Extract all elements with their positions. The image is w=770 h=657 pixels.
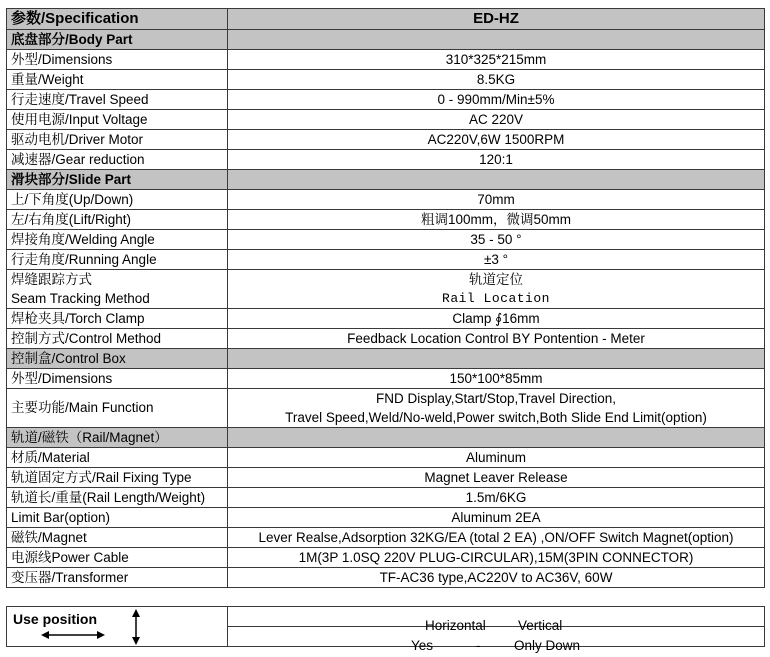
- spec-row: [7, 190, 765, 210]
- spec-row-seam-tracking: [7, 270, 765, 309]
- spec-label: 行走速度/Travel Speed: [7, 90, 228, 110]
- spec-label: 变压器/Transformer: [7, 568, 228, 588]
- spec-value: 310*325*215mm: [228, 50, 765, 70]
- spec-value: 35 - 50 °: [228, 230, 765, 250]
- spec-value: 120:1: [228, 150, 765, 170]
- spec-label: 电源线Power Cable: [7, 548, 228, 568]
- spec-label: 行走角度/Running Angle: [7, 250, 228, 270]
- spec-row: [7, 329, 765, 349]
- spec-value: [228, 270, 765, 309]
- vertical-label: Vertical: [518, 617, 563, 633]
- spec-value: AC 220V: [228, 110, 765, 130]
- spec-row: [7, 369, 765, 389]
- spec-label: 上/下角度(Up/Down): [7, 190, 228, 210]
- spec-label: 轨道固定方式/Rail Fixing Type: [7, 468, 228, 488]
- spec-row: [7, 448, 765, 468]
- section-title-control-box: 控制盒/Control Box: [7, 349, 228, 369]
- spec-value: 1.5m/6KG: [228, 488, 765, 508]
- spec-value: Clamp ∮16mm: [228, 309, 765, 329]
- horizontal-value: Yes: [411, 637, 434, 653]
- spec-label: 轨道长/重量(Rail Length/Weight): [7, 488, 228, 508]
- spec-value: [228, 389, 765, 428]
- spec-row-main-function: [7, 389, 765, 428]
- spec-value: AC220V,6W 1500RPM: [228, 130, 765, 150]
- spec-row: [7, 488, 765, 508]
- spec-value: Magnet Leaver Release: [228, 468, 765, 488]
- spec-header-value: ED-HZ: [228, 9, 765, 30]
- spec-row: [7, 230, 765, 250]
- spec-value-line-1: 轨道定位: [469, 272, 523, 287]
- use-position-cell: [7, 607, 228, 647]
- spec-value: 0 - 990mm/Min±5%: [228, 90, 765, 110]
- spec-header-row: [7, 9, 765, 30]
- section-title-slide: 滑块部分/Slide Part: [7, 170, 228, 190]
- spec-label: 材质/Material: [7, 448, 228, 468]
- spec-row: [7, 210, 765, 230]
- spec-value: Aluminum: [228, 448, 765, 468]
- spec-label: 焊接角度/Welding Angle: [7, 230, 228, 250]
- spec-row: [7, 130, 765, 150]
- orientation-header-cell: [228, 607, 765, 633]
- spec-row: [7, 508, 765, 528]
- spec-label: 减速器/Gear reduction: [7, 150, 228, 170]
- spec-value: TF-AC36 type,AC220V to AC36V, 60W: [228, 568, 765, 588]
- spec-label: Limit Bar(option): [7, 508, 228, 528]
- spec-row: [7, 110, 765, 130]
- spec-value: 150*100*85mm: [228, 369, 765, 389]
- spec-label: 控制方式/Control Method: [7, 329, 228, 349]
- spec-value-line-2: Travel Speed,Weld/No-weld,Power switch,Both Slide End Limit(option): [285, 410, 707, 425]
- section-row-rail-magnet: [7, 428, 765, 448]
- spec-row: [7, 568, 765, 588]
- orientation-value-cell: [228, 627, 765, 653]
- spec-value: 8.5KG: [228, 70, 765, 90]
- spec-value: 1M(3P 1.0SQ 220V PLUG-CIRCULAR),15M(3PIN CONNECTOR): [228, 548, 765, 568]
- use-position-row-1: [7, 607, 765, 627]
- section-row-body: [7, 30, 765, 50]
- spec-value: 粗调100mm，微调50mm: [228, 210, 765, 230]
- spec-value-line-2: Rail Location: [442, 291, 550, 306]
- section-row-slide: [7, 170, 765, 190]
- spec-row: [7, 250, 765, 270]
- section-row-control-box: [7, 349, 765, 369]
- spec-label: 重量/Weight: [7, 70, 228, 90]
- horizontal-double-arrow-icon: [41, 630, 105, 640]
- spec-label: 外型/Dimensions: [7, 50, 228, 70]
- spec-value: ±3 °: [228, 250, 765, 270]
- spec-label: 外型/Dimensions: [7, 369, 228, 389]
- spec-label: [7, 270, 228, 309]
- vertical-value: Only Down: [514, 637, 581, 653]
- section-title-body: 底盘部分/Body Part: [7, 30, 228, 50]
- spec-value-line-1: FND Display,Start/Stop,Travel Direction,: [375, 391, 617, 406]
- spec-label-line-1: 焊缝跟踪方式: [11, 272, 92, 287]
- vertical-double-arrow-icon: [131, 609, 141, 645]
- section-title-rail-magnet: 轨道/磁铁（Rail/Magnet）: [7, 428, 228, 448]
- spec-row: [7, 90, 765, 110]
- use-position-label: Use position: [13, 611, 98, 627]
- spec-label: 驱动电机/Driver Motor: [7, 130, 228, 150]
- spec-value: Feedback Location Control BY Pontention - Meter: [228, 329, 765, 349]
- spec-row: [7, 468, 765, 488]
- spec-label: 左/右角度(Lift/Right): [7, 210, 228, 230]
- spec-row: [7, 309, 765, 329]
- spec-header-label: 参数/Specification: [7, 9, 228, 30]
- spec-row: [7, 70, 765, 90]
- spec-label: 磁铁/Magnet: [7, 528, 228, 548]
- spec-row: [7, 50, 765, 70]
- spec-value: Aluminum 2EA: [228, 508, 765, 528]
- spec-value: Lever Realse,Adsorption 32KG/EA (total 2 EA) ,ON/OFF Switch Magnet(option): [228, 528, 765, 548]
- spec-label-line-2: Seam Tracking Method: [11, 291, 150, 306]
- spec-value: 70mm: [228, 190, 765, 210]
- use-position-table: [6, 606, 765, 653]
- spec-table: [6, 8, 765, 588]
- separator-dash: -: [476, 637, 481, 653]
- spec-row: [7, 528, 765, 548]
- spec-row: [7, 150, 765, 170]
- horizontal-label: Horizontal: [425, 617, 486, 633]
- spec-label: 主要功能/Main Function: [7, 389, 228, 428]
- spec-row: [7, 548, 765, 568]
- spec-label: 焊枪夹具/Torch Clamp: [7, 309, 228, 329]
- spec-label: 使用电源/Input Voltage: [7, 110, 228, 130]
